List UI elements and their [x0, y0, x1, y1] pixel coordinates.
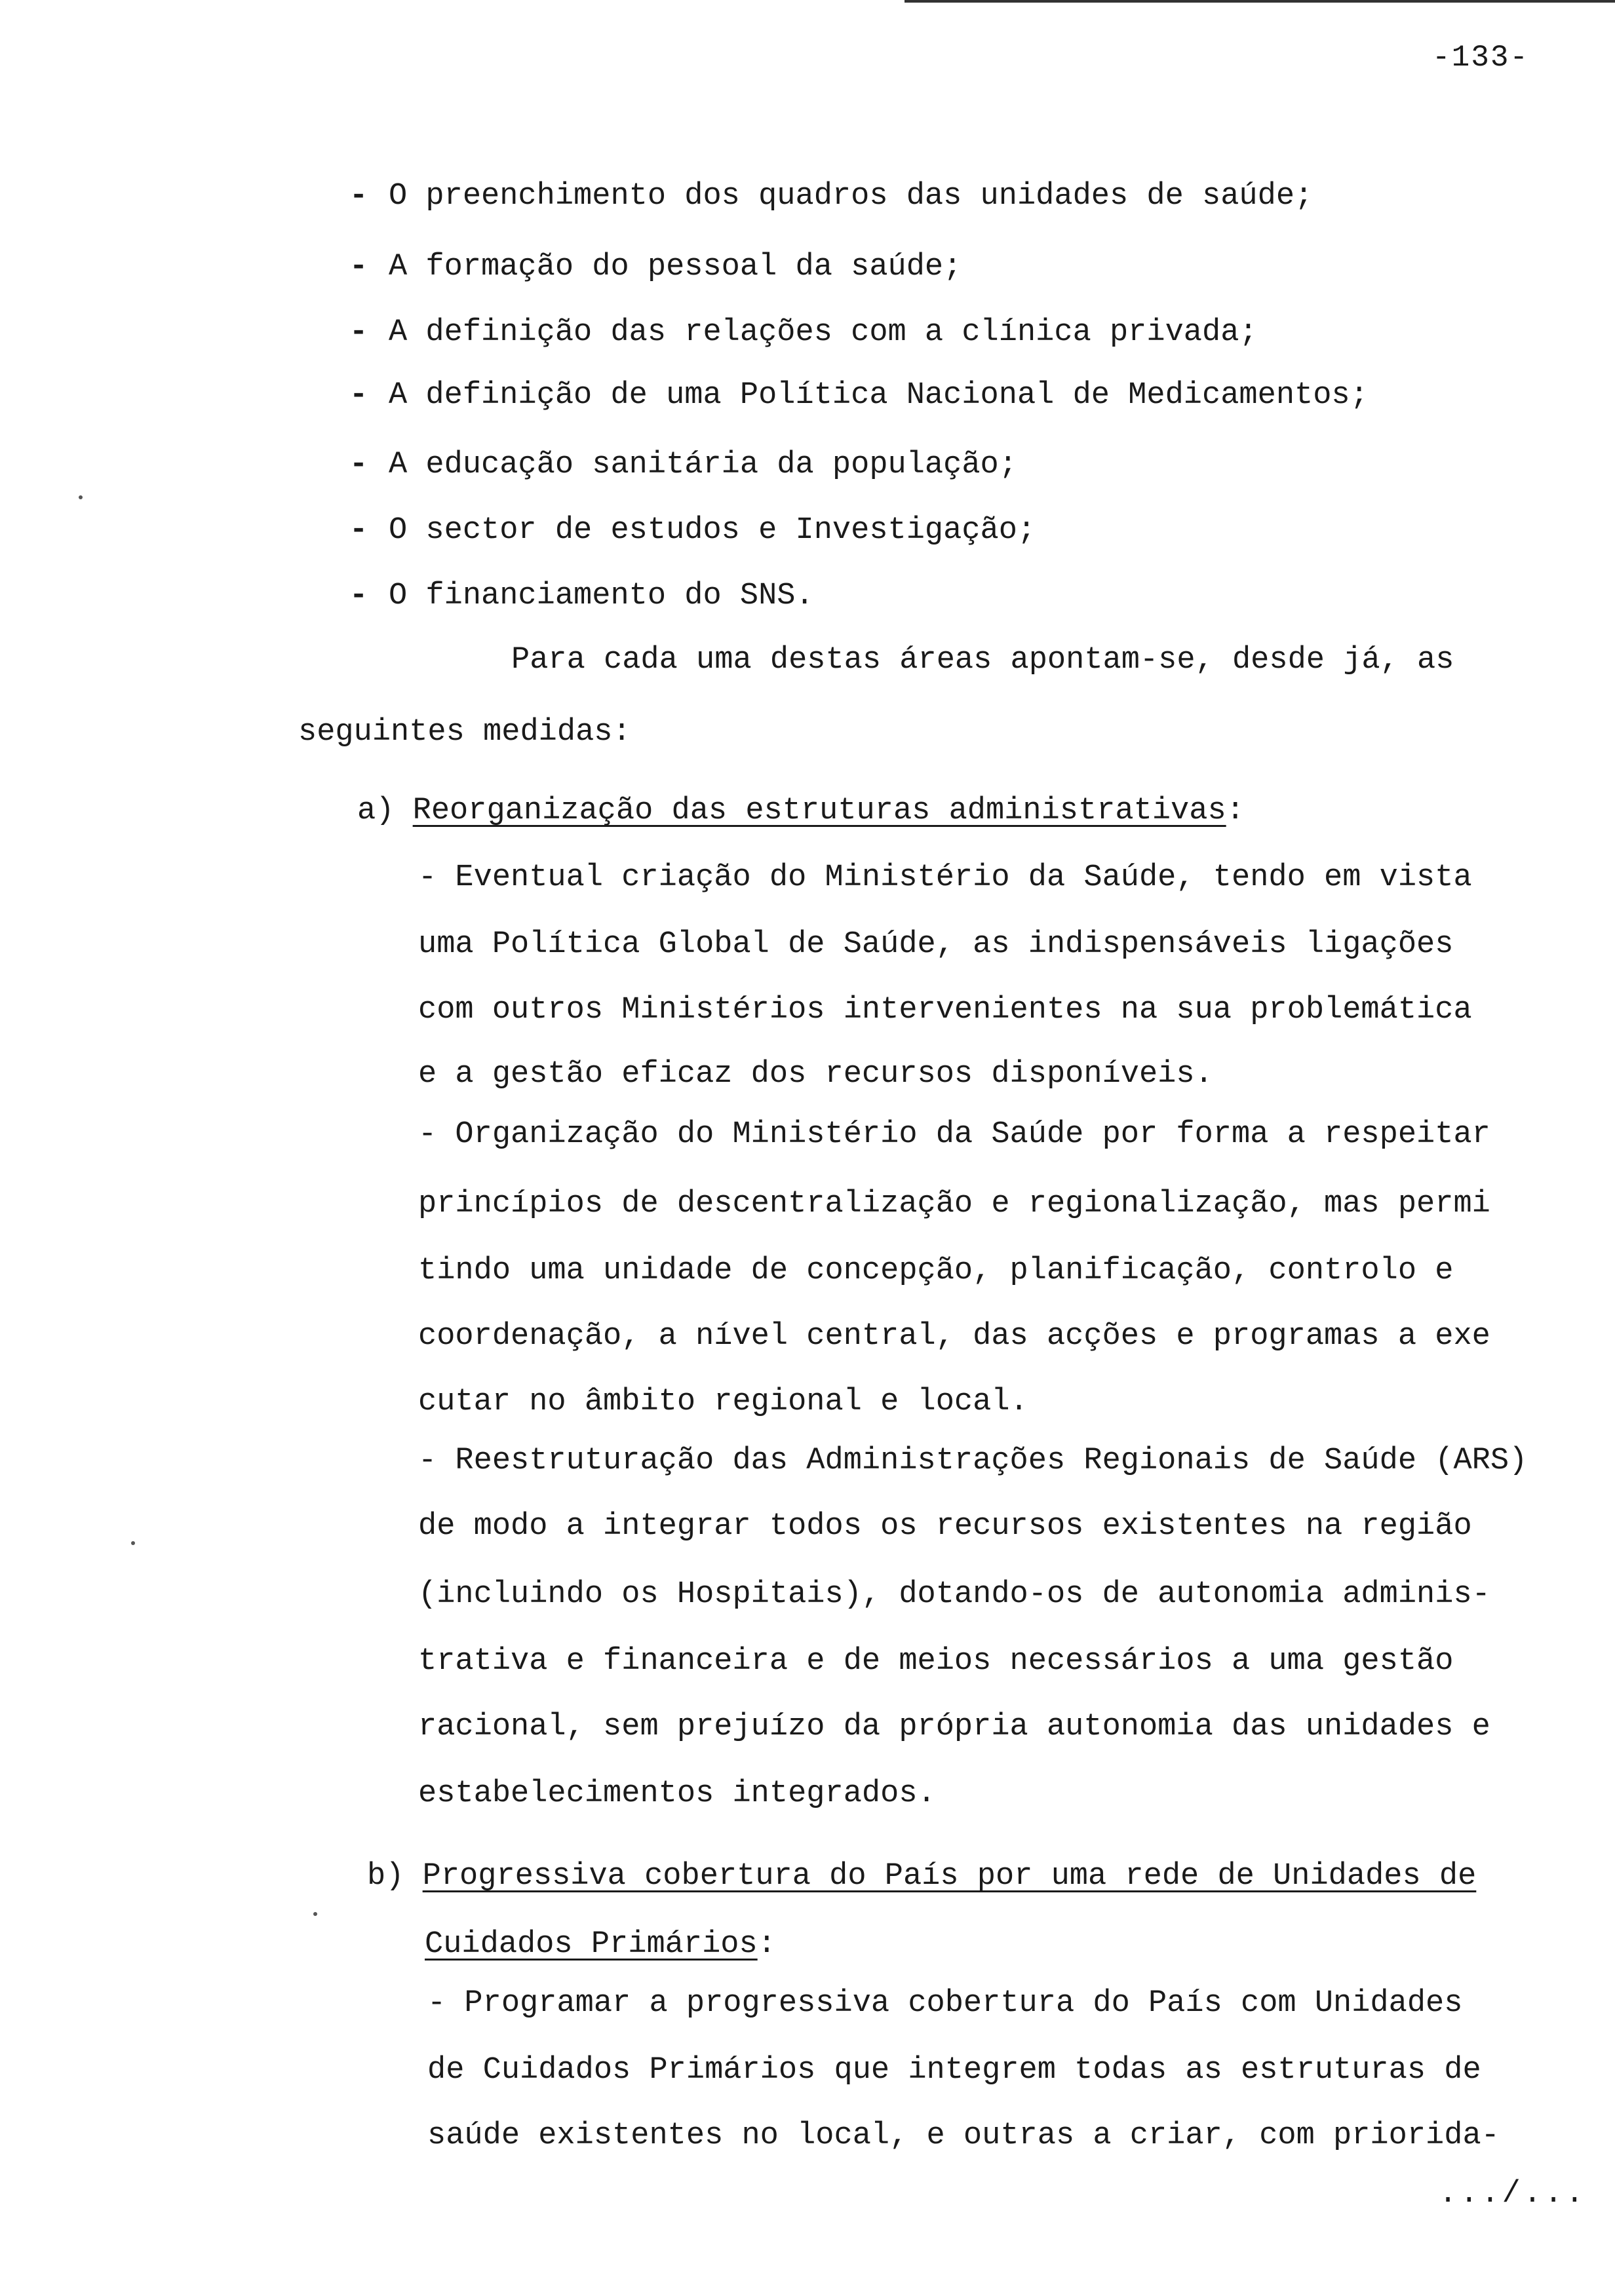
scan-speck — [313, 1912, 317, 1916]
bullet-dash: - — [349, 378, 368, 413]
intro-line: seguintes medidas: — [298, 715, 631, 750]
section-b-line: de Cuidados Primários que integrem todas as estruturas de — [427, 2053, 1481, 2088]
section-a-line: de modo a integrar todos os recursos existentes na região — [418, 1509, 1472, 1544]
section-a-line: trativa e financeira e de meios necessários a uma gestão — [418, 1644, 1454, 1679]
section-a-line: racional, sem prejuízo da própria autonomia das unidades e — [418, 1710, 1490, 1744]
bullet-dash: - — [349, 513, 368, 548]
section-b-line: saúde existentes no local, e outras a criar, com priorida- — [427, 2118, 1500, 2153]
section-a-line: e a gestão eficaz dos recursos disponíveis. — [418, 1057, 1213, 1092]
section-a-line: - Eventual criação do Ministério da Saúde, tendo em vista — [418, 860, 1472, 895]
section-b-heading — [367, 1857, 1476, 1896]
section-a-line: cutar no âmbito regional e local. — [418, 1385, 1028, 1419]
section-a-marker: a) — [357, 794, 395, 828]
continuation-mark: .../... — [1439, 2177, 1587, 2211]
bullet-dash: - — [349, 250, 368, 284]
bullet-item: - A formação do pessoal da saúde; — [349, 248, 962, 287]
bullet-dash: - — [349, 448, 368, 482]
bullet-item: - O financiamento do SNS. — [349, 577, 814, 616]
section-b-line: - Programar a progressiva cobertura do País com Unidades — [427, 1986, 1463, 2021]
scan-speck — [79, 495, 83, 499]
section-b-marker: b) — [367, 1859, 404, 1894]
section-a-line: uma Política Global de Saúde, as indispensáveis ligações — [418, 927, 1454, 962]
page-number: -133- — [1432, 41, 1530, 75]
intro-line: Para cada uma destas áreas apontam-se, desde já, as — [511, 643, 1454, 678]
bullet-item: - A educação sanitária da população; — [349, 446, 1017, 485]
section-a-line: (incluindo os Hospitais), dotando-os de autonomia adminis- — [418, 1577, 1490, 1612]
section-a-title: Reorganização das estruturas administrativas — [412, 794, 1226, 828]
top-rule — [905, 0, 1615, 3]
section-a-line: princípios de descentralização e regionalização, mas permi — [418, 1187, 1490, 1221]
bullet-item: - A definição das relações com a clínica privada; — [349, 313, 1258, 353]
section-a-line: - Reestruturação das Administrações Regionais de Saúde (ARS) — [418, 1444, 1528, 1478]
bullet-item: - O preenchimento dos quadros das unidades de saúde; — [349, 177, 1313, 216]
section-a-line: estabelecimentos integrados. — [418, 1776, 936, 1811]
section-a-heading: a) Reorganização das estruturas administrativas: — [357, 794, 1245, 828]
section-a-line: - Organização do Ministério da Saúde por forma a respeitar — [418, 1117, 1490, 1152]
section-b-title: Progressiva cobertura do País por uma rede de Unidades de — [422, 1859, 1477, 1894]
section-b-title-cont: Cuidados Primários — [425, 1927, 758, 1962]
bullet-item: - O sector de estudos e Investigação; — [349, 511, 1036, 550]
section-a-line: coordenação, a nível central, das acções e programas a exe — [418, 1319, 1490, 1354]
bullet-dash: - — [349, 315, 368, 350]
section-a-line: tindo uma unidade de concepção, planificação, controlo e — [418, 1253, 1454, 1288]
scan-speck — [131, 1541, 135, 1545]
section-a-line: com outros Ministérios intervenientes na sua problemática — [418, 993, 1472, 1027]
bullet-item: - A definição de uma Política Nacional de Medicamentos; — [349, 376, 1369, 415]
section-b-heading-cont: Cuidados Primários: — [425, 1927, 776, 1962]
bullet-dash: - — [349, 579, 368, 613]
bullet-dash: - — [349, 179, 368, 214]
